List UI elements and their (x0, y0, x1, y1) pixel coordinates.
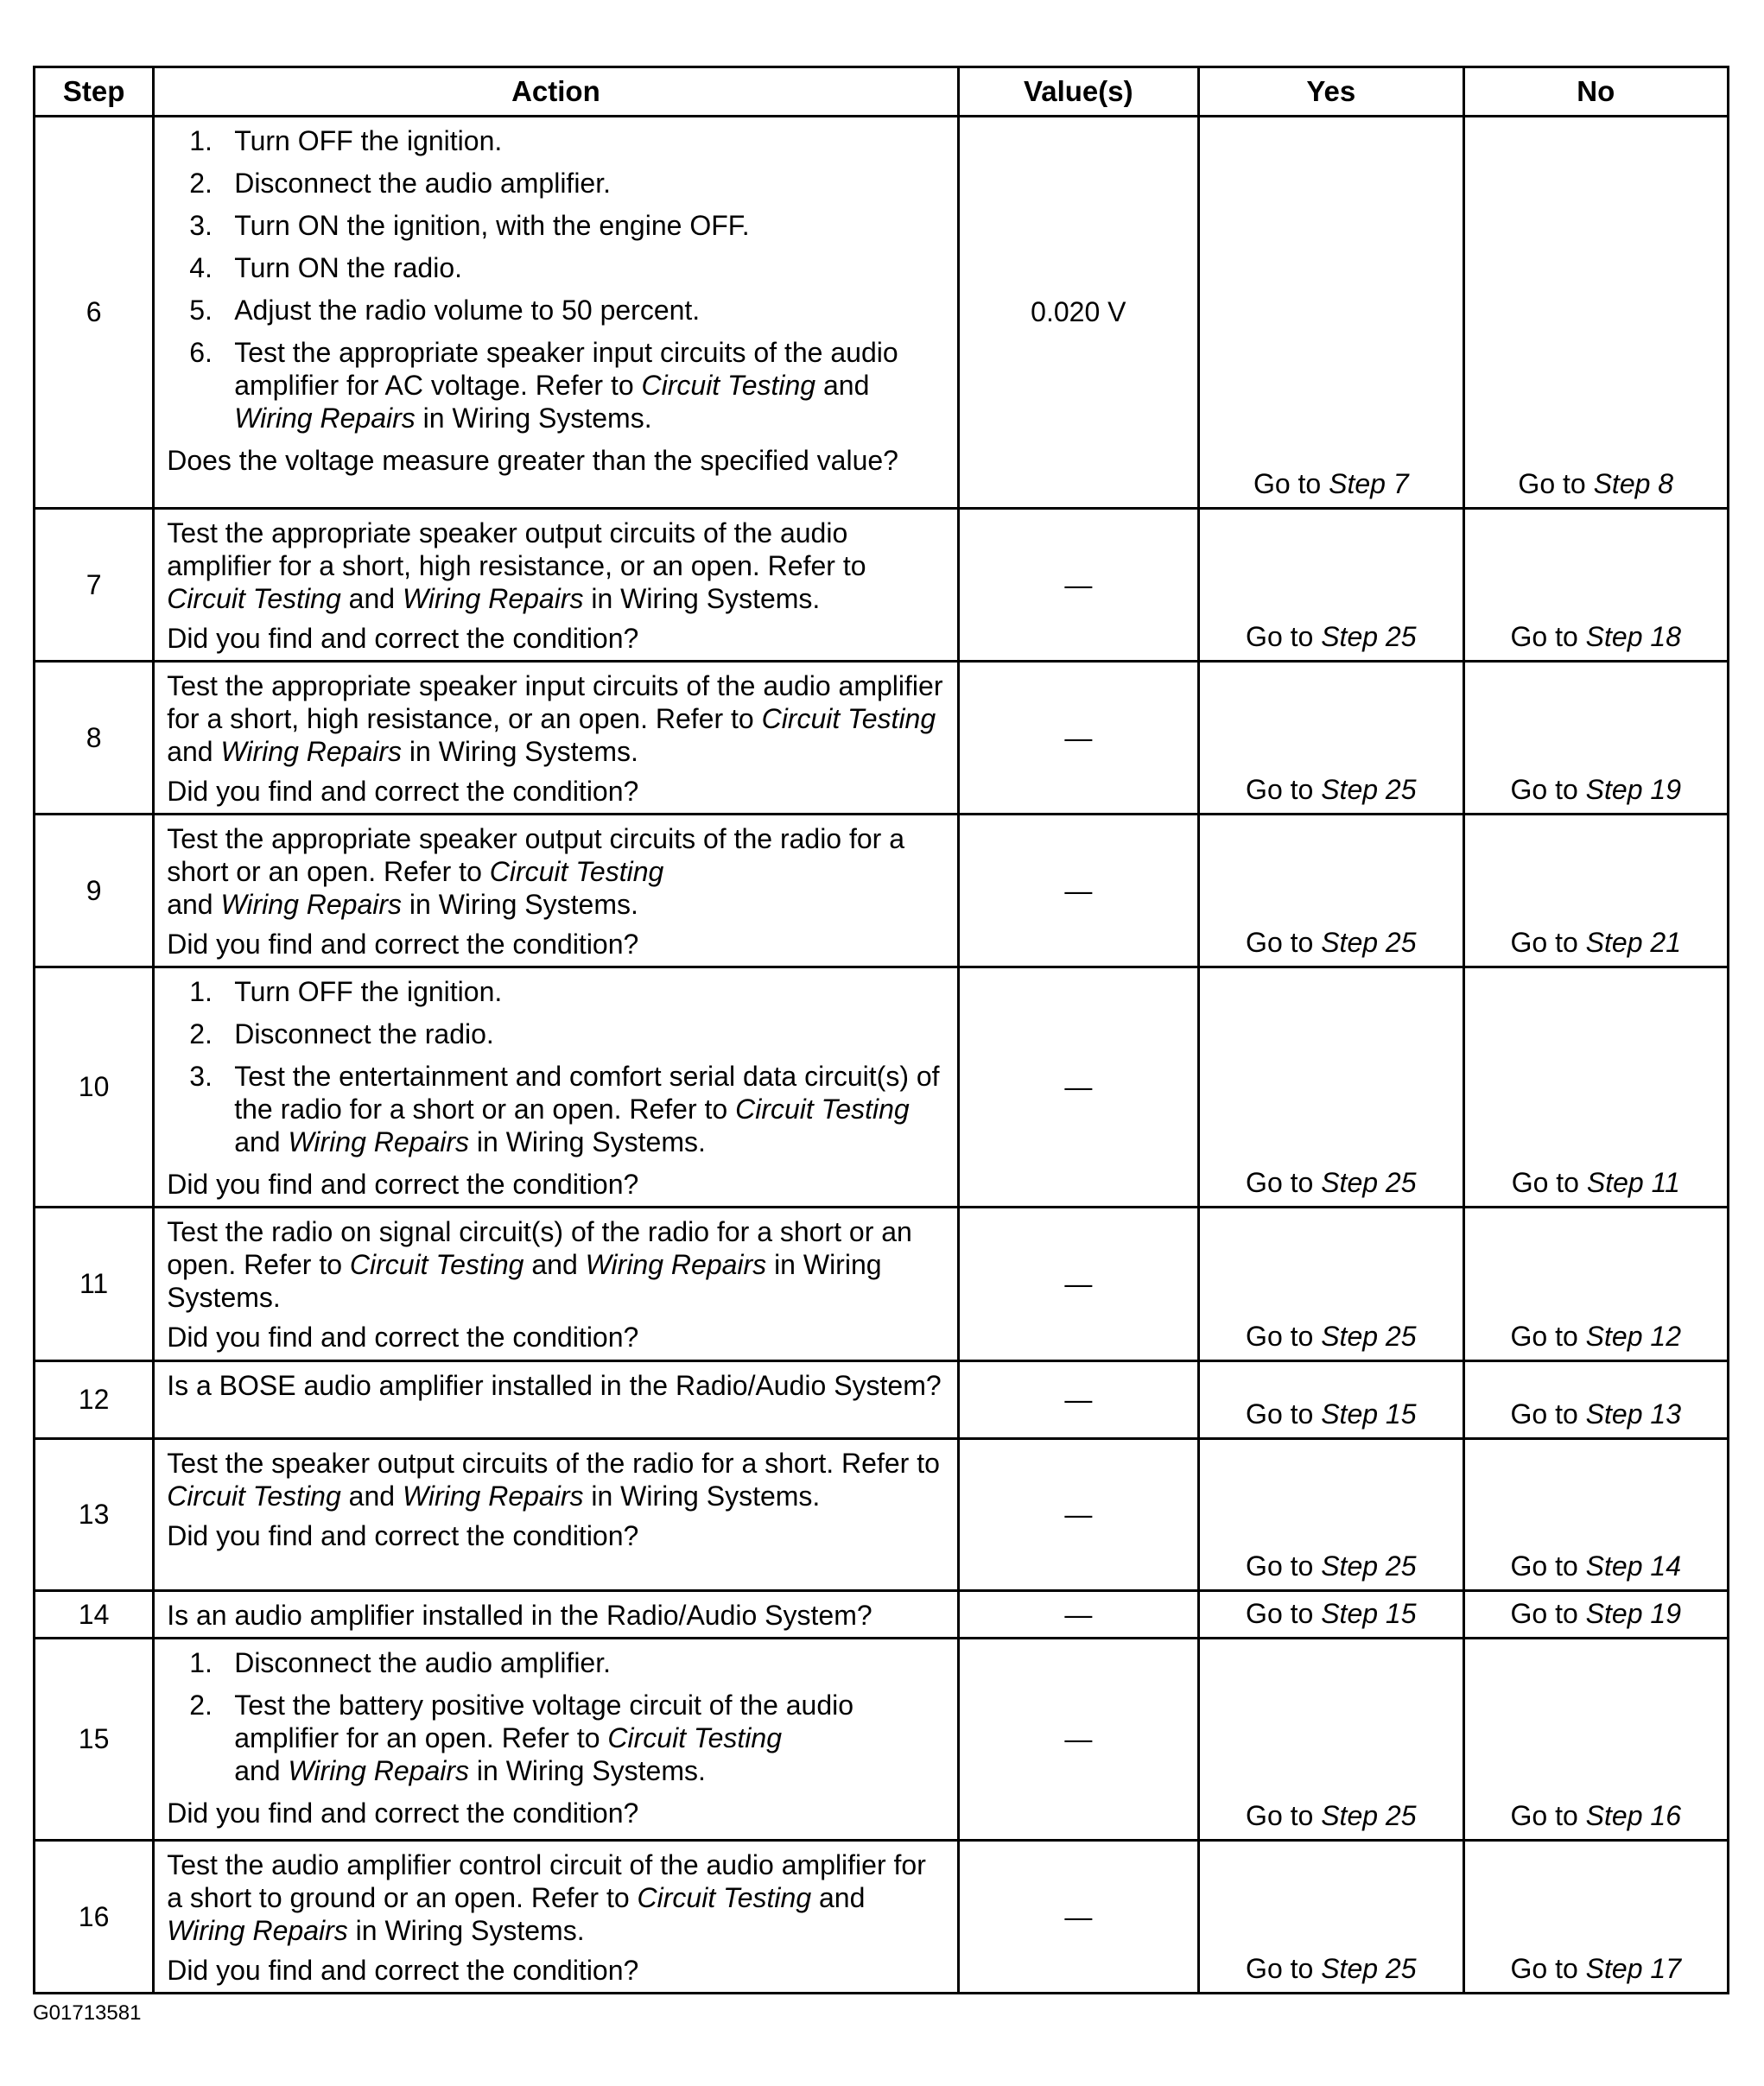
yes-cell (1199, 509, 1463, 662)
action-cell (154, 815, 958, 967)
value-cell: — (958, 1591, 1198, 1639)
yes-cell (1199, 662, 1463, 815)
action-cell (154, 509, 958, 662)
go-to-step-no: Go to Step 19 (1510, 1598, 1681, 1629)
yes-cell (1199, 815, 1463, 967)
no-cell (1463, 117, 1728, 509)
no-cell (1463, 1361, 1728, 1439)
go-to-step-no: Go to Step 12 (1510, 1321, 1681, 1352)
value-cell: — (958, 1361, 1198, 1439)
yes-cell (1199, 117, 1463, 509)
go-to-step-no: Go to Step 21 (1510, 927, 1681, 958)
action-step: 6. Test the appropriate speaker input circuits of the audio amplifier for AC voltage. Refer to Circuit Testing and Wiring Repairs in Wiring Systems. (189, 337, 898, 434)
step-number: 6 (35, 117, 154, 509)
go-to-step-yes: Go to Step 25 (1246, 927, 1417, 958)
action-step: 5. Adjust the radio volume to 50 percent. (189, 295, 701, 326)
no-cell (1463, 815, 1728, 967)
action-cell (154, 1591, 958, 1639)
action-question: Did you find and correct the condition? (167, 929, 639, 960)
go-to-step-yes: Go to Step 15 (1246, 1598, 1417, 1629)
table-row (35, 662, 1729, 815)
action-question: Did you find and correct the condition? (167, 1322, 639, 1353)
action-step: 2. Disconnect the audio amplifier. (189, 168, 611, 199)
go-to-step-no: Go to Step 13 (1510, 1398, 1681, 1430)
action-cell (154, 1208, 958, 1361)
step-number: 14 (35, 1591, 154, 1639)
value-cell: — (958, 509, 1198, 662)
action-step: 1. Turn OFF the ignition. (189, 976, 503, 1007)
header-action: Action (154, 67, 958, 117)
yes-cell (1199, 1439, 1463, 1591)
table-row (35, 1639, 1729, 1841)
action-question: Does the voltage measure greater than the specified value? (167, 445, 898, 476)
action-cell (154, 1639, 958, 1841)
action-cell (154, 1361, 958, 1439)
table-row (35, 967, 1729, 1208)
yes-cell (1199, 1639, 1463, 1841)
table-row (35, 117, 1729, 509)
step-number: 12 (35, 1361, 154, 1439)
action-text: Test the appropriate speaker output circuits of the audio amplifier for a short, high resistance, or an open. Refer to Circuit Testing and Wiring Repairs in Wiring Systems. (167, 517, 866, 614)
action-step: 3. Turn ON the ignition, with the engine OFF. (189, 210, 750, 241)
step-number: 7 (35, 509, 154, 662)
header-no: No (1463, 67, 1728, 117)
action-steps-list (167, 124, 948, 434)
value-cell: — (958, 1439, 1198, 1591)
action-text: Test the radio on signal circuit(s) of the radio for a short or an open. Refer to Circuit Testing and Wiring Repairs in Wiring Systems. (167, 1216, 912, 1313)
action-question: Did you find and correct the condition? (167, 1169, 639, 1200)
no-cell (1463, 967, 1728, 1208)
go-to-step-yes: Go to Step 25 (1246, 1800, 1417, 1831)
action-text: Is a BOSE audio amplifier installed in the Radio/Audio System? (167, 1370, 942, 1401)
table-row (35, 1208, 1729, 1361)
no-cell (1463, 1439, 1728, 1591)
action-question: Did you find and correct the condition? (167, 623, 639, 654)
step-number: 10 (35, 967, 154, 1208)
table-body (35, 117, 1729, 1994)
no-cell (1463, 1591, 1728, 1639)
go-to-step-no: Go to Step 11 (1511, 1167, 1680, 1198)
yes-cell (1199, 1841, 1463, 1994)
step-number: 11 (35, 1208, 154, 1361)
go-to-step-yes: Go to Step 15 (1246, 1398, 1417, 1430)
header-step: Step (35, 67, 154, 117)
action-question: Did you find and correct the condition? (167, 776, 639, 807)
value-cell: 0.020 V (958, 117, 1198, 509)
table-row (35, 1591, 1729, 1639)
go-to-step-yes: Go to Step 25 (1246, 1953, 1417, 1984)
table-row (35, 1361, 1729, 1439)
action-cell (154, 967, 958, 1208)
header-row (35, 67, 1729, 117)
header-values: Value(s) (958, 67, 1198, 117)
go-to-step-yes: Go to Step 25 (1246, 1550, 1417, 1582)
value-cell: — (958, 662, 1198, 815)
no-cell (1463, 509, 1728, 662)
action-text: Is an audio amplifier installed in the Radio/Audio System? (167, 1600, 872, 1631)
step-number: 13 (35, 1439, 154, 1591)
table-row (35, 509, 1729, 662)
header-yes: Yes (1199, 67, 1463, 117)
no-cell (1463, 1208, 1728, 1361)
go-to-step-no: Go to Step 16 (1510, 1800, 1681, 1831)
action-step: 4. Turn ON the radio. (189, 252, 463, 283)
go-to-step-no: Go to Step 14 (1510, 1550, 1681, 1582)
value-cell: — (958, 1841, 1198, 1994)
action-step: 1. Turn OFF the ignition. (189, 125, 503, 156)
step-number: 16 (35, 1841, 154, 1994)
go-to-step-yes: Go to Step 25 (1246, 621, 1417, 652)
action-text: Test the audio amplifier control circuit of the audio amplifier for a short to ground or an open. Refer to Circuit Testing and Wiring Repairs in Wiring Systems. (167, 1849, 926, 1946)
go-to-step-yes: Go to Step 7 (1253, 468, 1409, 499)
table-row (35, 1439, 1729, 1591)
step-number: 9 (35, 815, 154, 967)
action-text: Test the speaker output circuits of the radio for a short. Refer to Circuit Testing and Wiring Repairs in Wiring Systems. (167, 1448, 940, 1512)
no-cell (1463, 1639, 1728, 1841)
table-row (35, 1841, 1729, 1994)
action-steps-list (167, 975, 948, 1158)
go-to-step-no: Go to Step 18 (1510, 621, 1681, 652)
step-number: 15 (35, 1639, 154, 1841)
action-question: Did you find and correct the condition? (167, 1520, 639, 1551)
action-cell (154, 1841, 958, 1994)
go-to-step-yes: Go to Step 25 (1246, 1167, 1417, 1198)
yes-cell (1199, 1591, 1463, 1639)
action-question: Did you find and correct the condition? (167, 1798, 639, 1829)
yes-cell (1199, 1208, 1463, 1361)
go-to-step-yes: Go to Step 25 (1246, 1321, 1417, 1352)
table-row (35, 815, 1729, 967)
figure-id: G01713581 (33, 2001, 142, 2025)
go-to-step-no: Go to Step 17 (1510, 1953, 1681, 1984)
go-to-step-no: Go to Step 19 (1510, 774, 1681, 805)
action-text: Test the appropriate speaker output circuits of the radio for a short or an open. Refer to Circuit Testing and Wiring Repairs in Wiring Systems. (167, 823, 905, 920)
action-text: Test the appropriate speaker input circuits of the audio amplifier for a short, high resistance, or an open. Refer to Circuit Testing and Wiring Repairs in Wiring Systems. (167, 670, 943, 767)
action-cell (154, 1439, 958, 1591)
value-cell: — (958, 815, 1198, 967)
action-step: 1. Disconnect the audio amplifier. (189, 1647, 611, 1678)
no-cell (1463, 1841, 1728, 1994)
value-cell: — (958, 1208, 1198, 1361)
action-cell (154, 117, 958, 509)
action-step: 3. Test the entertainment and comfort serial data circuit(s) of the radio for a short or an open. Refer to Circuit Testing and Wiring Repairs in Wiring Systems. (189, 1061, 940, 1157)
value-cell: — (958, 1639, 1198, 1841)
action-steps-list (167, 1646, 948, 1787)
go-to-step-yes: Go to Step 25 (1246, 774, 1417, 805)
yes-cell (1199, 1361, 1463, 1439)
go-to-step-no: Go to Step 8 (1518, 468, 1674, 499)
step-number: 8 (35, 662, 154, 815)
action-question: Did you find and correct the condition? (167, 1955, 639, 1986)
no-cell (1463, 662, 1728, 815)
action-step: 2. Test the battery positive voltage circuit of the audio amplifier for an open. Refer to Circuit Testing and Wiring Repairs in Wiring Systems. (189, 1690, 854, 1786)
action-cell (154, 662, 958, 815)
diagnostic-table (33, 66, 1729, 1994)
value-cell: — (958, 967, 1198, 1208)
yes-cell (1199, 967, 1463, 1208)
action-step: 2. Disconnect the radio. (189, 1018, 494, 1049)
